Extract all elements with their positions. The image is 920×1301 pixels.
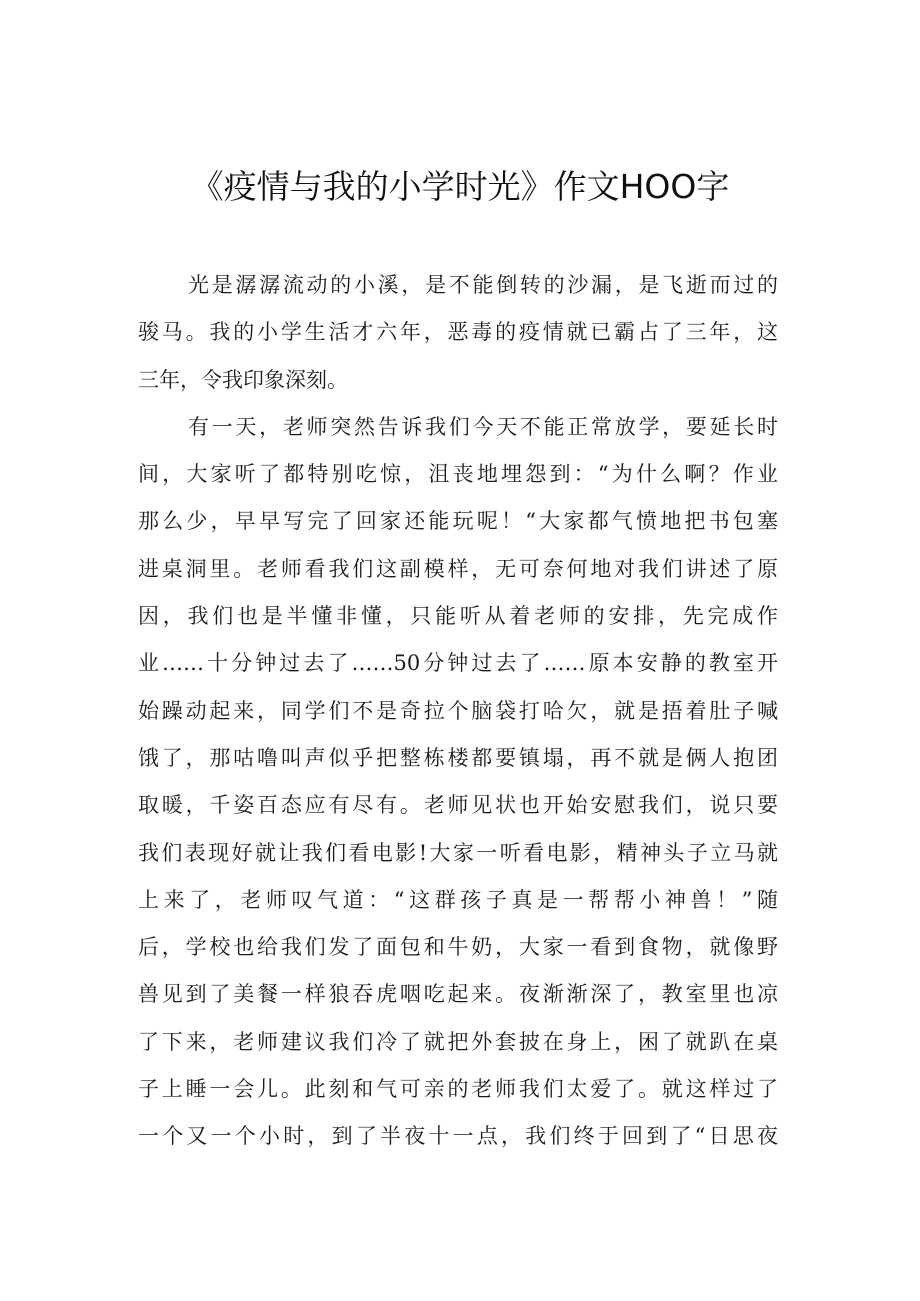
paragraph-2	[138, 404, 778, 1161]
document-title: 《疫情与我的小学时光》作文HOO字	[190, 167, 730, 206]
paragraph-line: 了下来，老师建议我们冷了就把外套披在身上，困了就趴在桌	[138, 1029, 778, 1054]
paragraph-line: 间，大家听了都特别吃惊，沮丧地埋怨到：“为什么啊？作业	[138, 462, 778, 487]
paragraph-line: 我们表现好就让我们看电影!大家一听看电影，精神头子立马就	[138, 840, 778, 865]
paragraph-line: 取暖，千姿百态应有尽有。老师见状也开始安慰我们，说只要	[138, 793, 778, 818]
document-body	[138, 262, 778, 1161]
paragraph-line: 兽见到了美餐一样狼吞虎咽吃起来。夜渐渐深了，教室里也凉	[138, 982, 778, 1007]
paragraph-line: 骏马。我的小学生活才六年，恶毒的疫情就已霸占了三年，这	[138, 320, 778, 345]
paragraph-line: 子上睡一会儿。此刻和气可亲的老师我们太爱了。就这样过了	[138, 1077, 778, 1102]
paragraph-line: 有一天，老师突然告诉我们今天不能正常放学，要延长时	[188, 414, 778, 439]
paragraph-line: 上来了，老师叹气道：“这群孩子真是一帮帮小神兽！”随	[138, 887, 778, 912]
paragraph-line: 因，我们也是半懂非懂，只能听从着老师的安排，先完成作	[138, 604, 778, 629]
paragraph-line: 一个又一个小时，到了半夜十一点，我们终于回到了“日思夜	[138, 1124, 778, 1149]
paragraph-line: 饿了，那咕噜叫声似乎把整栋楼都要镇塌，再不就是俩人抱团	[138, 745, 778, 770]
paragraph-line: 始躁动起来，同学们不是奇拉个脑袋打哈欠，就是捂着肚子喊	[138, 698, 778, 723]
paragraph-line: 那么少，早早写完了回家还能玩呢！“大家都气愤地把书包塞	[138, 509, 778, 534]
paragraph-1	[138, 262, 778, 404]
paragraph-line: 后，学校也给我们发了面包和牛奶，大家一看到食物，就像野	[138, 935, 778, 960]
paragraph-line: 光是潺潺流动的小溪，是不能倒转的沙漏，是飞逝而过的	[188, 273, 778, 297]
paragraph-line: 业……十分钟过去了……50分钟过去了……原本安静的教室开	[138, 651, 778, 676]
paragraph-line: 进桌洞里。老师看我们这副模样，无可奈何地对我们讲述了原	[138, 556, 778, 581]
paragraph-line: 三年，令我印象深刻。	[138, 367, 348, 392]
